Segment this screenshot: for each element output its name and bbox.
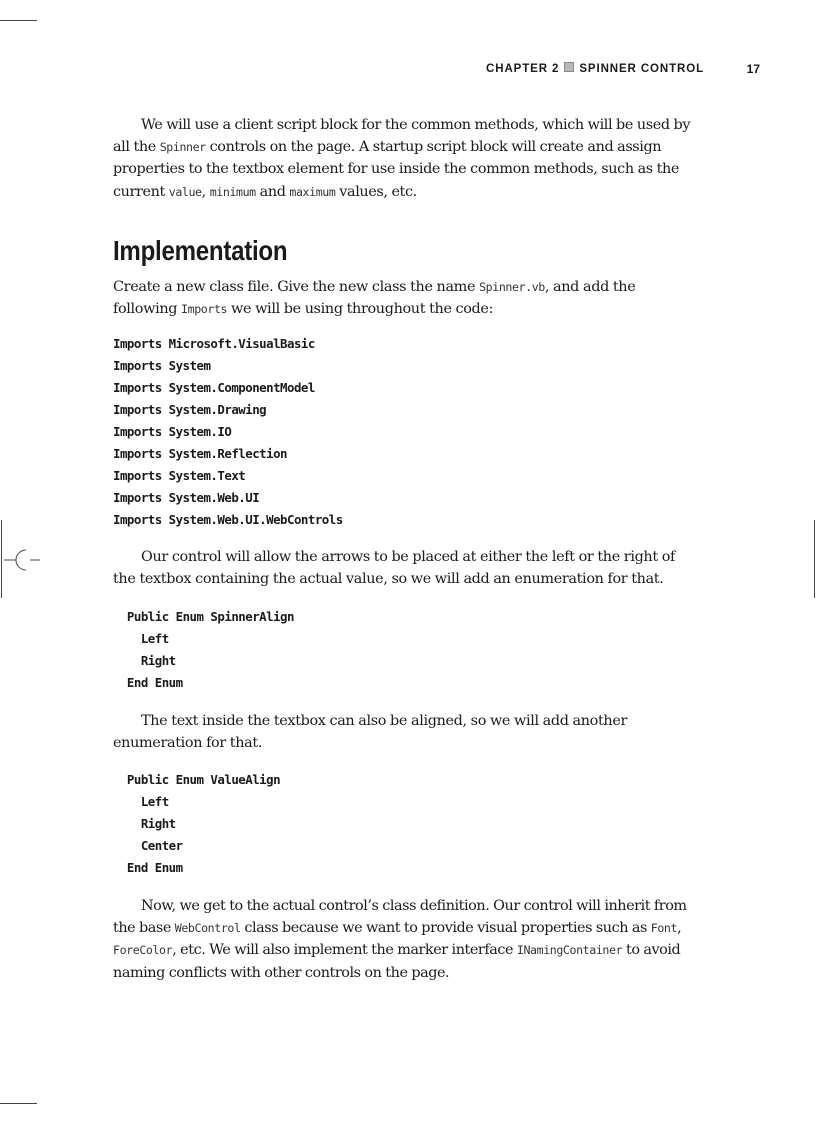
code-line: Imports System xyxy=(113,358,211,374)
code-line: Right xyxy=(113,652,176,668)
separator-square-icon xyxy=(564,62,574,72)
crop-mark-right xyxy=(814,520,815,598)
crop-mark-bottom-left xyxy=(0,1103,37,1104)
code-line: Right xyxy=(113,816,176,832)
imports-code-block xyxy=(113,333,701,531)
code-line: Left xyxy=(113,630,169,646)
running-head xyxy=(486,62,704,75)
paragraph-1: We will use a client script block for the common methods, which will be used by all the Spinner controls on the page. A startup script block will create and assign properties to the textbox element for use inside the common methods, such as the current value, minimum and maximum values, etc. xyxy=(113,117,691,200)
code-line: Imports System.Text xyxy=(113,468,246,484)
code-line: Imports System.Web.UI.WebControls xyxy=(113,512,343,528)
value-align-enum-code xyxy=(113,769,701,879)
paragraph-3: Our control will allow the arrows to be placed at either the left or the right of the textbox containing the actual value, so we will add an enumeration for that. xyxy=(113,549,675,588)
code-line: End Enum xyxy=(113,860,183,876)
code-line: Imports System.Drawing xyxy=(113,402,267,418)
running-header xyxy=(0,62,760,78)
code-line: Public Enum ValueAlign xyxy=(113,772,281,788)
code-line: Left xyxy=(113,794,169,810)
chapter-title: SPINNER CONTROL xyxy=(579,63,704,75)
page-number: 17 xyxy=(746,62,760,76)
code-line: Center xyxy=(113,838,183,854)
paragraph-2: Create a new class file. Give the new class the name Spinner.vb, and add the following Imports we will be using throughout the code: xyxy=(113,278,636,318)
section-heading: Implementation xyxy=(113,234,288,266)
crop-mark-top-left xyxy=(0,20,37,21)
paragraph-4: The text inside the textbox can also be aligned, so we will add another enumeration for that. xyxy=(113,712,628,751)
code-line: Imports System.IO xyxy=(113,424,232,440)
code-line: Imports Microsoft.VisualBasic xyxy=(113,336,315,352)
code-line: Imports System.Reflection xyxy=(113,446,287,462)
page-body xyxy=(113,114,701,984)
code-line: Imports System.Web.UI xyxy=(113,490,260,506)
crop-mark-left-upper xyxy=(1,520,2,598)
spinner-align-enum-code xyxy=(113,606,701,694)
code-line: Imports System.ComponentModel xyxy=(113,380,315,396)
code-line: End Enum xyxy=(113,674,183,690)
paragraph-5: Now, we get to the actual control’s class definition. Our control will inherit from the base WebControl class because we want to provide visual properties such as Font, ForeColor, etc. We will also implement the marker interface INamingContainer to avoid naming conflicts with other controls on the page. xyxy=(113,898,687,981)
chapter-label: CHAPTER 2 xyxy=(486,63,560,75)
code-line: Public Enum SpinnerAlign xyxy=(113,608,294,624)
registration-mark xyxy=(4,546,40,574)
